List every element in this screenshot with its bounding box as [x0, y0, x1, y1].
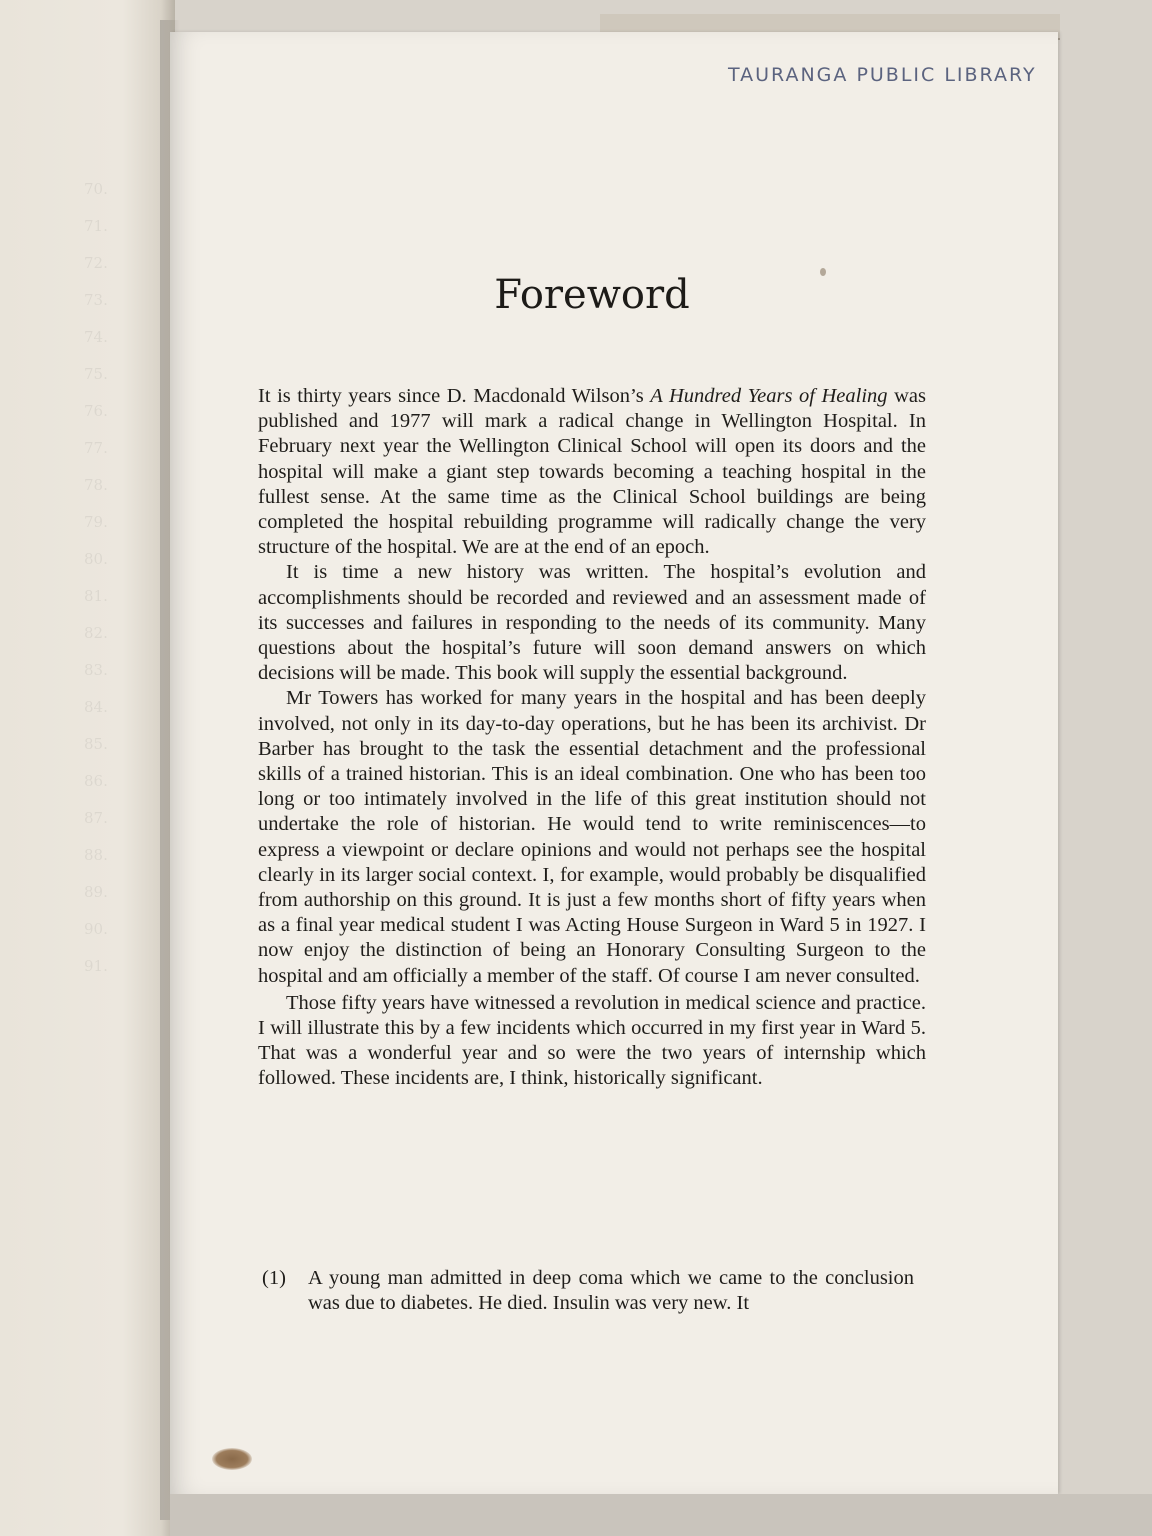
show-through-number: 72. — [84, 254, 108, 272]
paragraph-4: Those fifty years have witnessed a revolution in medical science and practice. I will illustrate this by a few incidents which occurred in my first year in Ward 5. That was a wonderful year and so were the two years of internship which followed. These incidents are, I think, historically significant. — [258, 991, 926, 1090]
show-through-number: 73. — [84, 291, 108, 309]
paragraph-1 — [258, 384, 926, 560]
show-through-number: 82. — [84, 624, 108, 642]
show-through-number: 81. — [84, 587, 108, 605]
paragraph-2: It is time a new history was written. The hospital’s evolution and accomplishments should be recorded and reviewed and an assessment made of its successes and failures in responding to the needs of its community. Many questions about the hospital’s future will soon demand answers on which decisions will be made. This book will supply the essential background. — [258, 561, 926, 685]
show-through-number: 79. — [84, 513, 108, 531]
show-through-number: 86. — [84, 772, 108, 790]
show-through-number: 84. — [84, 698, 108, 716]
show-through-number: 78. — [84, 476, 108, 494]
list-item-text: A young man admitted in deep coma which we came to the conclusion was due to diabetes. He died. Insulin was very new. It — [308, 1267, 914, 1315]
paragraph-1-lead: It is thirty years since D. Macdonald Wilson’s — [258, 385, 651, 407]
show-through-number: 87. — [84, 809, 108, 827]
foreword-body — [258, 384, 926, 1092]
show-through-number: 88. — [84, 846, 108, 864]
show-through-number: 71. — [84, 217, 108, 235]
paragraph-3: Mr Towers has worked for many years in the hospital and has been deeply involved, not only in its day-to-day operations, but he has been its archivist. Dr Barber has brought to the task the essential detachment and the professional skills of a trained historian. This is an ideal combination. One who has been too long or too intimately involved in the life of this great institution should not undertake the role of historian. He would tend to write reminiscences—to express a viewpoint or declare opinions and would not perhaps see the hospital clearly in its larger social context. I, for example, would probably be disqualified from authorship on this ground. It is just a few months short of fifty years when as a final year medical student I was Acting House Surgeon in Ward 5 in 1927. I now enjoy the distinction of being an Honorary Consulting Surgeon to the hospital and am officially a member of the staff. Of course I am never consulted. — [258, 687, 926, 987]
show-through-number: 74. — [84, 328, 108, 346]
page-title: Foreword — [494, 272, 690, 318]
show-through-number: 89. — [84, 883, 108, 901]
left-facing-page — [0, 0, 175, 1536]
list-item — [262, 1266, 914, 1316]
list-item-number: (1) — [262, 1267, 286, 1289]
paragraph-1-rest: was published and 1977 will mark a radical change in Wellington Hospital. In February next year the Wellington Clinical School will open its doors and the hospital will make a giant step towards becoming a teaching hospital in the fullest sense. At the same time as the Clinical School buildings are being completed the hospital rebuilding programme will radically change the very structure of the hospital. We are at the end of an epoch. — [258, 385, 926, 559]
show-through-number: 83. — [84, 661, 108, 679]
table-surface — [170, 1494, 1152, 1536]
show-through-number: 91. — [84, 957, 108, 975]
page-stain — [212, 1448, 252, 1470]
show-through-number: 76. — [84, 402, 108, 420]
show-through-number: 77. — [84, 439, 108, 457]
show-through-number: 75. — [84, 365, 108, 383]
show-through-number: 90. — [84, 920, 108, 938]
show-through-number: 70. — [84, 180, 108, 198]
page-speck — [820, 268, 826, 276]
book-title-italic: A Hundred Years of Healing — [650, 385, 888, 407]
show-through-number: 80. — [84, 550, 108, 568]
library-stamp: TAURANGA PUBLIC LIBRARY — [728, 64, 1037, 86]
show-through-number: 85. — [84, 735, 108, 753]
